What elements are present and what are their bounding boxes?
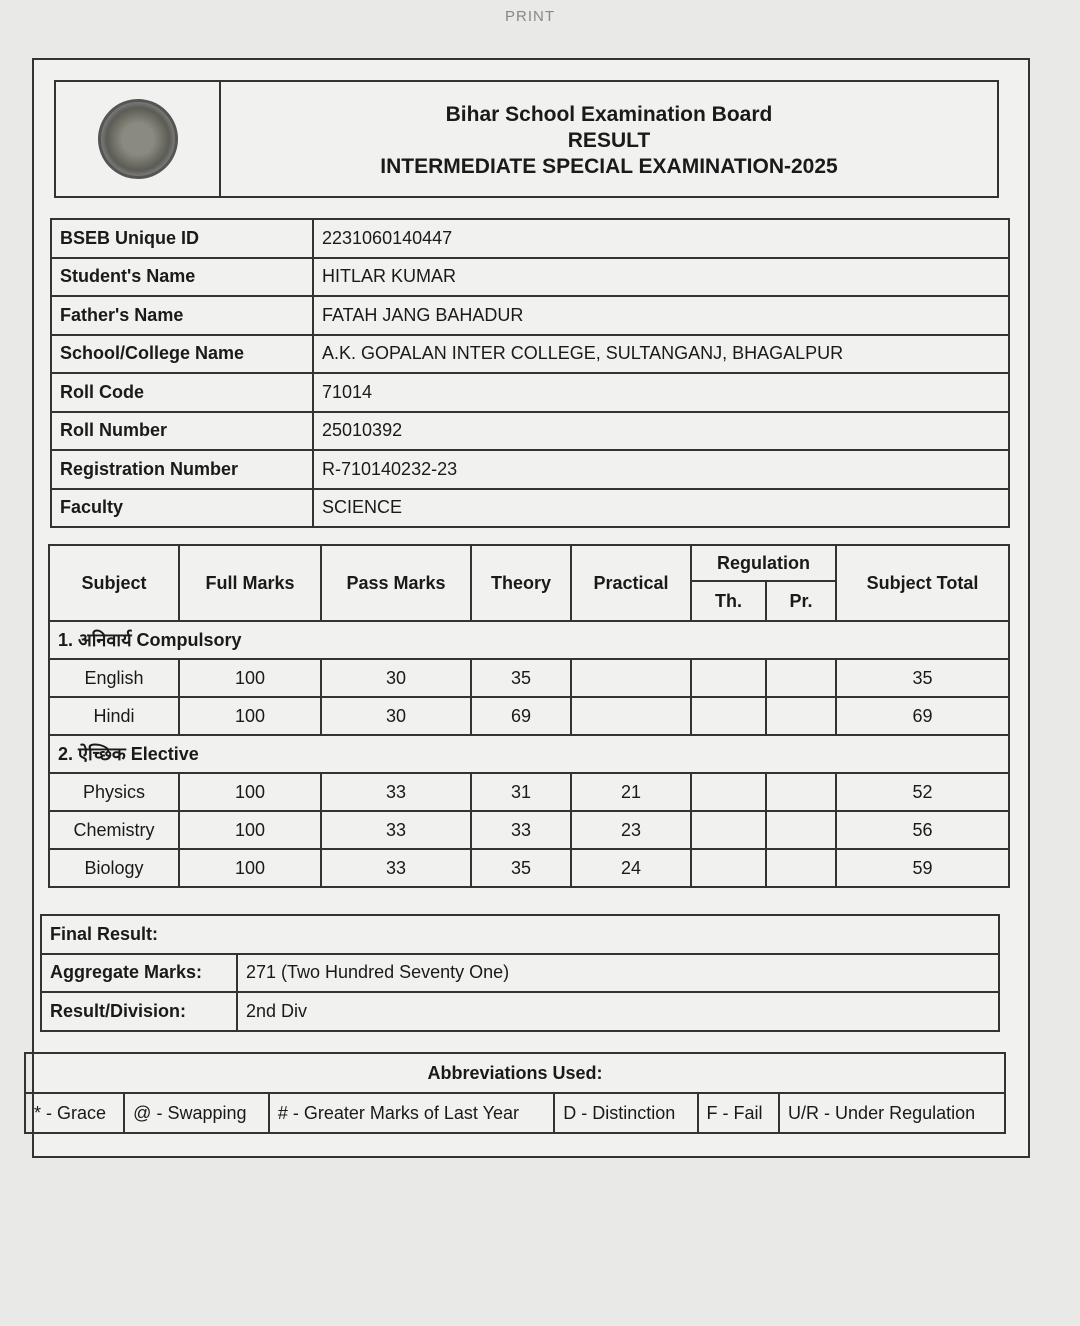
header-box (54, 80, 999, 198)
cell-full: 100 (179, 773, 321, 811)
abbreviation-item: F - Fail (698, 1093, 780, 1133)
info-label: Registration Number (51, 450, 313, 489)
info-label: School/College Name (51, 335, 313, 374)
cell-subject: Biology (49, 849, 179, 887)
col-reg-pr: Pr. (766, 581, 836, 621)
info-label: Father's Name (51, 296, 313, 335)
cell-total: 59 (836, 849, 1009, 887)
final-result-table (40, 914, 1000, 1032)
section-title: 1. अनिवार्य Compulsory (49, 621, 1009, 659)
cell-pr (766, 811, 836, 849)
col-reg-th: Th. (691, 581, 766, 621)
info-value: 2231060140447 (313, 219, 1009, 258)
cell-th (691, 659, 766, 697)
col-subject: Subject (49, 545, 179, 621)
result-document (32, 58, 1030, 1158)
cell-practical: 23 (571, 811, 691, 849)
division-value: 2nd Div (237, 992, 999, 1031)
cell-pr (766, 849, 836, 887)
cell-theory: 35 (471, 659, 571, 697)
abbreviation-item: D - Distinction (554, 1093, 697, 1133)
col-full-marks: Full Marks (179, 545, 321, 621)
col-subject-total: Subject Total (836, 545, 1009, 621)
subject-row (49, 659, 1009, 697)
info-value: A.K. GOPALAN INTER COLLEGE, SULTANGANJ, BHAGALPUR (313, 335, 1009, 374)
cell-full: 100 (179, 811, 321, 849)
abbreviation-item: * - Grace (25, 1093, 124, 1133)
cell-subject: Hindi (49, 697, 179, 735)
cell-theory: 69 (471, 697, 571, 735)
aggregate-value: 271 (Two Hundred Seventy One) (237, 954, 999, 993)
cell-total: 35 (836, 659, 1009, 697)
info-row (51, 258, 1009, 297)
cell-th (691, 811, 766, 849)
info-value: 25010392 (313, 412, 1009, 451)
info-value: R-710140232-23 (313, 450, 1009, 489)
exam-title: INTERMEDIATE SPECIAL EXAMINATION-2025 (380, 155, 838, 178)
student-info-table (50, 218, 1010, 528)
cell-pr (766, 697, 836, 735)
marks-table (48, 544, 1010, 888)
cell-pr (766, 659, 836, 697)
section-row (49, 735, 1009, 773)
info-row (51, 450, 1009, 489)
info-label: Roll Code (51, 373, 313, 412)
cell-theory: 33 (471, 811, 571, 849)
cell-total: 69 (836, 697, 1009, 735)
info-row (51, 373, 1009, 412)
cell-th (691, 697, 766, 735)
abbreviations-title: Abbreviations Used: (25, 1053, 1005, 1093)
cell-practical (571, 659, 691, 697)
col-regulation: Regulation (691, 545, 836, 581)
info-row (51, 412, 1009, 451)
cell-theory: 31 (471, 773, 571, 811)
info-value: SCIENCE (313, 489, 1009, 528)
info-label: Faculty (51, 489, 313, 528)
info-label: Student's Name (51, 258, 313, 297)
division-label: Result/Division: (41, 992, 237, 1031)
cell-pass: 33 (321, 773, 471, 811)
section-title: 2. ऐच्छिक Elective (49, 735, 1009, 773)
info-row (51, 219, 1009, 258)
cell-subject: Chemistry (49, 811, 179, 849)
col-pass-marks: Pass Marks (321, 545, 471, 621)
info-row (51, 296, 1009, 335)
abbreviations-table (24, 1052, 1006, 1134)
cell-subject: Physics (49, 773, 179, 811)
print-label: PRINT (505, 8, 555, 25)
info-row (51, 489, 1009, 528)
subject-row (49, 773, 1009, 811)
cell-pass: 30 (321, 697, 471, 735)
info-label: BSEB Unique ID (51, 219, 313, 258)
info-row (51, 335, 1009, 374)
cell-practical: 24 (571, 849, 691, 887)
info-value: HITLAR KUMAR (313, 258, 1009, 297)
cell-th (691, 849, 766, 887)
abbreviation-item: @ - Swapping (124, 1093, 269, 1133)
cell-practical (571, 697, 691, 735)
info-value: FATAH JANG BAHADUR (313, 296, 1009, 335)
cell-th (691, 773, 766, 811)
cell-subject: English (49, 659, 179, 697)
cell-full: 100 (179, 697, 321, 735)
subject-row (49, 849, 1009, 887)
info-value: 71014 (313, 373, 1009, 412)
abbreviation-item: U/R - Under Regulation (779, 1093, 1005, 1133)
cell-total: 56 (836, 811, 1009, 849)
col-practical: Practical (571, 545, 691, 621)
bseb-seal-logo (98, 99, 178, 179)
cell-total: 52 (836, 773, 1009, 811)
cell-pass: 30 (321, 659, 471, 697)
abbreviation-item: # - Greater Marks of Last Year (269, 1093, 554, 1133)
subject-row (49, 811, 1009, 849)
final-result-title: Final Result: (41, 915, 999, 954)
section-row (49, 621, 1009, 659)
cell-theory: 35 (471, 849, 571, 887)
abbreviations-row (25, 1093, 1005, 1133)
board-name: Bihar School Examination Board (445, 103, 773, 126)
cell-pr (766, 773, 836, 811)
cell-pass: 33 (321, 849, 471, 887)
cell-practical: 21 (571, 773, 691, 811)
aggregate-label: Aggregate Marks: (41, 954, 237, 993)
cell-full: 100 (179, 659, 321, 697)
col-theory: Theory (471, 545, 571, 621)
subject-row (49, 697, 1009, 735)
cell-full: 100 (179, 849, 321, 887)
cell-pass: 33 (321, 811, 471, 849)
result-title: RESULT (567, 129, 651, 152)
info-label: Roll Number (51, 412, 313, 451)
